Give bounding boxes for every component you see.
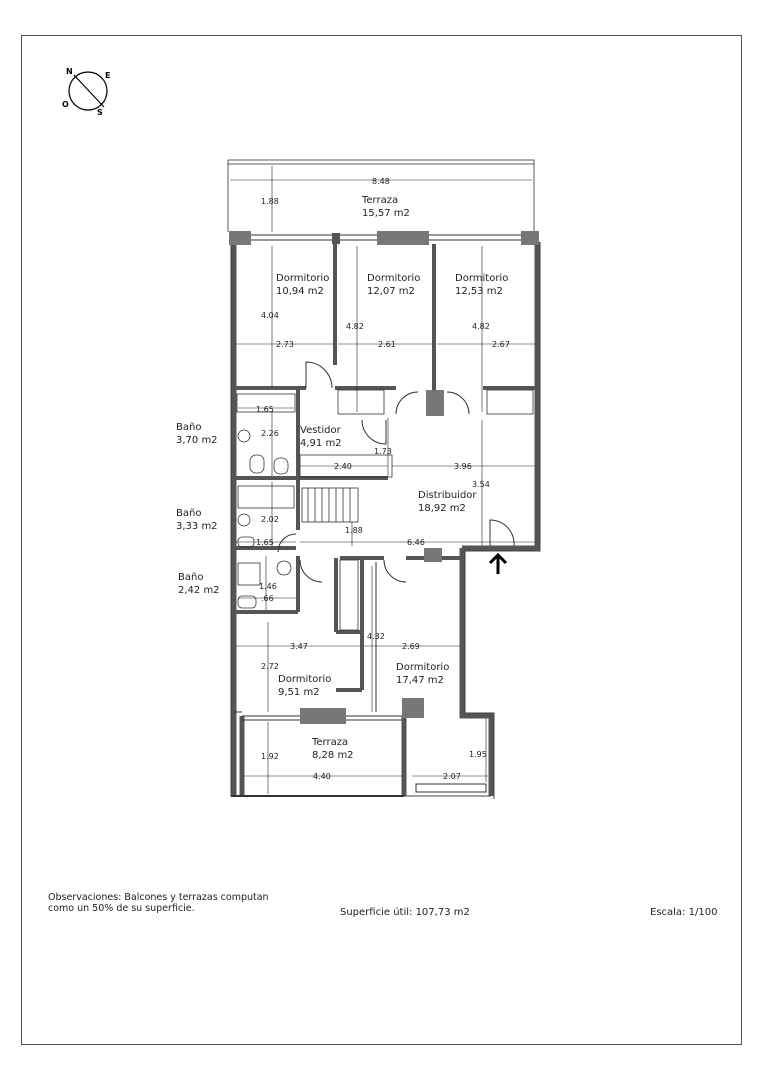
total-surface: Superficie útil: 107,73 m2: [340, 907, 470, 918]
dim-label: 1.88: [261, 197, 279, 206]
dim-label: 1.88: [345, 526, 363, 535]
room-area-dorm5: 17,47 m2: [396, 675, 444, 686]
room-name-terraza-top: Terraza: [362, 195, 399, 206]
room-area-distribuidor: 18,92 m2: [418, 503, 466, 514]
dim-label: 4.82: [472, 322, 490, 331]
dim-label: 1.92: [261, 752, 279, 761]
room-area-dorm4: 9,51 m2: [278, 687, 320, 698]
compass-south: S: [97, 108, 103, 117]
room-area-bano3: 2,42 m2: [178, 585, 220, 596]
room-area-bano1: 3,70 m2: [176, 435, 218, 446]
dim-label: 2.72: [261, 662, 279, 671]
room-name-bano2: Baño: [176, 508, 202, 519]
dim-label: .66: [261, 594, 274, 603]
dim-label: 1.65: [256, 538, 274, 547]
dim-label: 2.67: [492, 340, 510, 349]
dim-label: 4.82: [346, 322, 364, 331]
dim-label: 4.32: [367, 632, 385, 641]
dim-label: 3.54: [472, 480, 490, 489]
entrance-arrow-icon: [490, 555, 506, 574]
room-area-terraza-top: 15,57 m2: [362, 208, 410, 219]
compass-icon: [62, 67, 110, 117]
dim-label: 6.46: [407, 538, 425, 547]
room-name-dorm3: Dormitorio: [455, 273, 509, 284]
dim-label: 1.65: [256, 405, 274, 414]
interior-walls: [234, 244, 537, 690]
scale-label: Escala: 1/100: [650, 907, 718, 918]
room-name-distribuidor: Distribuidor: [418, 490, 477, 501]
compass-east: E: [105, 71, 111, 80]
room-name-bano1: Baño: [176, 422, 202, 433]
dim-label: 3.47: [290, 642, 308, 651]
dim-label: 2.26: [261, 429, 279, 438]
room-name-dorm5: Dormitorio: [396, 662, 450, 673]
room-area-terraza-bottom: 8,28 m2: [312, 750, 354, 761]
dim-label: 8.48: [372, 177, 390, 186]
dim-label: 2.69: [402, 642, 420, 651]
dim-label: 2.40: [334, 462, 352, 471]
dim-label: 2.73: [276, 340, 294, 349]
observations-note: [48, 892, 269, 914]
dim-label: 1.73: [374, 447, 392, 456]
dim-label: 2.02: [261, 515, 279, 524]
room-name-vestidor: Vestidor: [300, 425, 341, 436]
stairs: [302, 488, 358, 522]
room-name-dorm1: Dormitorio: [276, 273, 330, 284]
top-facade: [229, 231, 539, 245]
room-area-dorm1: 10,94 m2: [276, 286, 324, 297]
room-name-dorm2: Dormitorio: [367, 273, 421, 284]
dim-label: 1.46: [259, 582, 277, 591]
room-name-bano3: Baño: [178, 572, 204, 583]
dim-label: 4.40: [313, 772, 331, 781]
room-area-dorm2: 12,07 m2: [367, 286, 415, 297]
observations-line-1: Observaciones: Balcones y terrazas computan: [48, 892, 269, 903]
dim-label: 2.61: [378, 340, 396, 349]
dim-label: 2.07: [443, 772, 461, 781]
dim-label: 1.95: [469, 750, 487, 759]
dim-label: 3.96: [454, 462, 472, 471]
room-area-vestidor: 4,91 m2: [300, 438, 342, 449]
room-name-dorm4: Dormitorio: [278, 674, 332, 685]
dim-label: 4.04: [261, 311, 279, 320]
room-area-dorm3: 12,53 m2: [455, 286, 503, 297]
compass-north: N: [66, 67, 73, 76]
compass-west: O: [62, 100, 69, 109]
doors: [278, 362, 514, 712]
observations-line-2: como un 50% de su superficie.: [48, 903, 195, 914]
room-name-terraza-bottom: Terraza: [312, 737, 349, 748]
room-area-bano2: 3,33 m2: [176, 521, 218, 532]
